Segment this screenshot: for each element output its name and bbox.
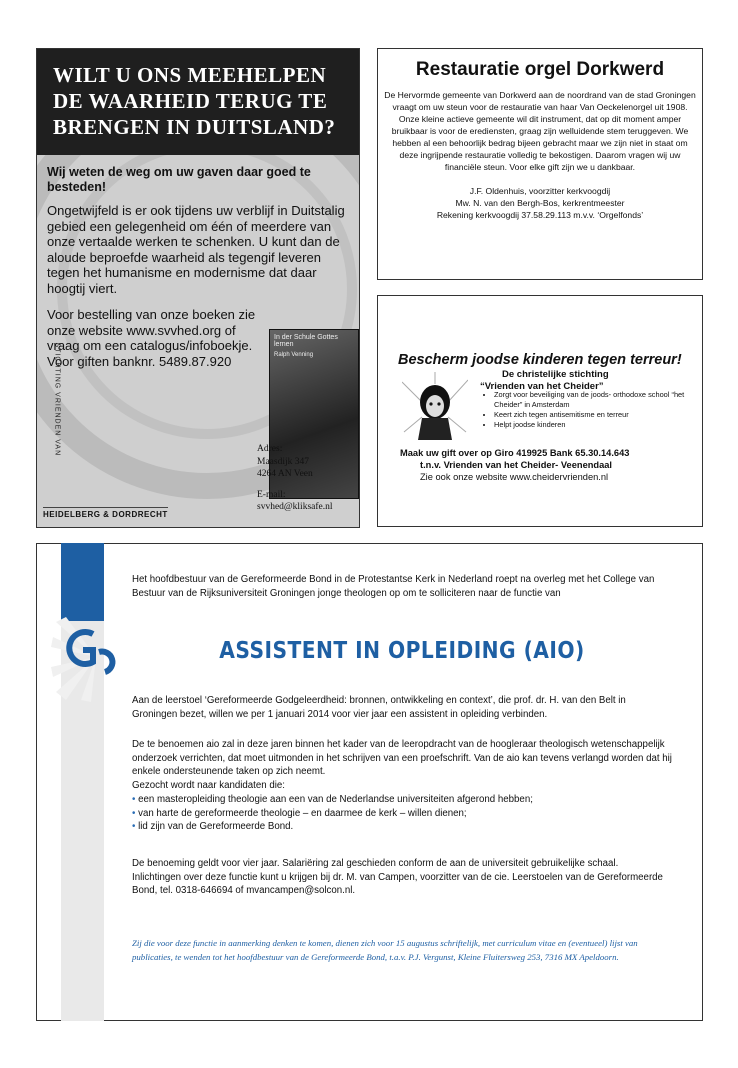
gb-logo-icon <box>51 612 141 702</box>
bullet-text: van harte de gereformeerde theologie – en daarmee de kerk – willen dienen; <box>138 807 467 819</box>
bullet-text: lid zijn van de Gereformeerde Bond. <box>138 821 294 833</box>
ad-svvhed <box>36 48 360 528</box>
sig-account: Rekening kerkvoogdij 37.58.29.113 m.v.v. ‘Orgelfonds’ <box>436 210 644 220</box>
email-label: E-mail: <box>257 489 286 500</box>
ad4-p3-text: De benoeming geldt voor vier jaar. Salariëring zal geschieden conform de aan de universiteit gebruikelijke schaal. <box>132 858 619 869</box>
ad1-order: Voor bestelling van onze boeken zie onze website www.svvhed.org of vraag om een catalogus/infoboekje. Voor giften banknr. 5489.87.920 <box>47 307 256 369</box>
side-bar-accent <box>61 543 104 621</box>
ad3-tnv: t.n.v. Vrienden van het Cheider- Veenendaal <box>420 460 613 470</box>
email: svvhed@kliksafe.nl <box>257 502 333 512</box>
address-city: 4264 AN Veen <box>257 469 313 479</box>
ad2-body: De Hervormde gemeente van Dorkwerd aan de noordrand van de stad Groningen vraagt om uw steun voor de restauratie van haar Van Oeckelenorgel uit 1908. Onze kleine actieve gemeente wil dit instrument, dat op dit moment amper bruikbaar is voor de erediensten, graag zijn welluidende stem teruggeven. We hebben al een behoorlijk bedrag bijeen gebracht maar we zijn niet in staat om deze ingrijpende restauratie volledig te bekostigen. Daarom vragen wij uw financiële steun. Voor elke gift zijn we u dankbaar. <box>384 90 696 172</box>
ad3-giro: Maak uw gift over op Giro 419925 Bank 65.30.14.643 <box>400 448 630 458</box>
list-item: • Keert zich tegen antisemitisme en terreur <box>494 410 704 420</box>
book-title: In der Schule Gottes lernen <box>274 334 338 348</box>
ad4-p3 <box>132 857 672 898</box>
ad3-sub2: “Vrienden van het Cheider” <box>480 381 604 392</box>
ad3-title: Bescherm joodse kinderen tegen terreur! <box>398 352 682 368</box>
list-item: • Helpt joodse kinderen <box>494 420 704 430</box>
ad1-body: Ongetwijfeld is er ook tijdens uw verblijf in Duitstalig gebied een gelegenheid om één of meerdere van onze vertaalde werken te schenken. U kunt dan de aloude beproefde waarheid als tegengif leveren tegen het humanisme en modernisme dat daar hoogtij viert. <box>47 203 345 296</box>
ad4-title: ASSISTENT IN OPLEIDING (AIO) <box>219 638 585 664</box>
list-item: • Zorgt voor beveiliging van de joods- orthodoxe school “het Cheider” in Amsterdam <box>494 390 704 410</box>
list-item <box>132 820 672 834</box>
ad4-closing: Zij die voor deze functie in aanmerking denken te komen, dienen zich voor 15 augustus schriftelijk, met curriculum vitae en (eventueel) lijst van publicaties, te wenden tot het hoofdbestuur van de Gereformeerde Bond, t.a.v. P.J. Vergunst, Kleine Fluitersweg 253, 7316 MX Apeldoorn. <box>132 938 638 962</box>
ad1-headline: WILT U ONS MEEHELPEN DE WAARHEID TERUG TE BRENGEN IN DUITSLAND? <box>37 49 359 155</box>
ad3-sub1: De christelijke stichting <box>502 369 609 380</box>
ad1-address <box>257 443 333 514</box>
ad3-list <box>480 390 704 430</box>
ad2-title: Restauratie orgel Dorkwerd <box>415 59 665 80</box>
sig-chair: J.F. Oldenhuis, voorzitter kerkvoogdij <box>469 186 611 196</box>
list-item <box>132 793 672 807</box>
ad1-footer: HEIDELBERG & DORDRECHT <box>43 507 168 519</box>
ad-cheider <box>377 295 703 527</box>
address-label: Adres: <box>257 444 283 454</box>
ad4-p1: Aan de leerstoel ‘Gereformeerde Godgeleerdheid: bronnen, ontwikkeling en context’, die prof. dr. H. van den Belt in Groningen bezet, willen we per 1 januari 2014 voor vier jaar een assistent in opleiding verbinden. <box>132 695 626 720</box>
ad4-p2-lead: Gezocht wordt naar kandidaten die: <box>132 780 285 792</box>
bullet-icon: • <box>132 793 136 805</box>
ad3-website: Zie ook onze website www.cheidervrienden.nl <box>420 472 609 482</box>
ad-aio-vacancy <box>36 543 703 1021</box>
ad4-intro: Het hoofdbestuur van de Gereformeerde Bond in de Protestantse Kerk in Nederland roept na overleg met het College van Bestuur van de Rijksuniversiteit Groningen jonge theologen op om te solliciteren naar de functie van <box>132 574 655 599</box>
address-street: Maasdijk 347 <box>257 456 309 467</box>
bullet-icon: • <box>132 807 136 819</box>
child-figure-icon <box>402 372 468 440</box>
ad4-p4-text: Inlichtingen over deze functie kunt u krijgen bij dr. M. van Campen, voorzitter van de cie. Leerstoelen van de Gereformeerde Bond, tel. 0318-646694 of mvancampen@solcon.nl. <box>132 871 663 897</box>
bullet-icon: • <box>132 821 136 833</box>
ad2-signatures <box>378 185 702 221</box>
list-item <box>132 807 672 821</box>
book-author: Ralph Venning <box>274 352 314 358</box>
ad-orgel-dorkwerd <box>377 48 703 280</box>
ad1-intro: Wij weten de weg om uw gaven daar goed te besteden! <box>47 165 311 194</box>
sig-treasurer: Mw. N. van den Bergh-Bos, kerkrentmeester <box>455 198 625 208</box>
ad4-p2 <box>132 738 672 834</box>
bullet-text: een masteropleiding theologie aan een van de Nederlandse universiteiten afgerond hebben; <box>138 793 533 805</box>
ad1-vertical-text: STICHTING VRIENDEN VAN <box>53 342 61 457</box>
ad4-p2-text: De te benoemen aio zal in deze jaren binnen het kader van de leeropdracht van de hoogleraar theologisch wetenschappelijk onderzoek verrichten, dat moet uitmonden in het schrijven van een proefschrift. Van de aio kan tevens verlangd worden dat hij enkele ondersteunende taken op zich neemt. <box>132 739 672 778</box>
